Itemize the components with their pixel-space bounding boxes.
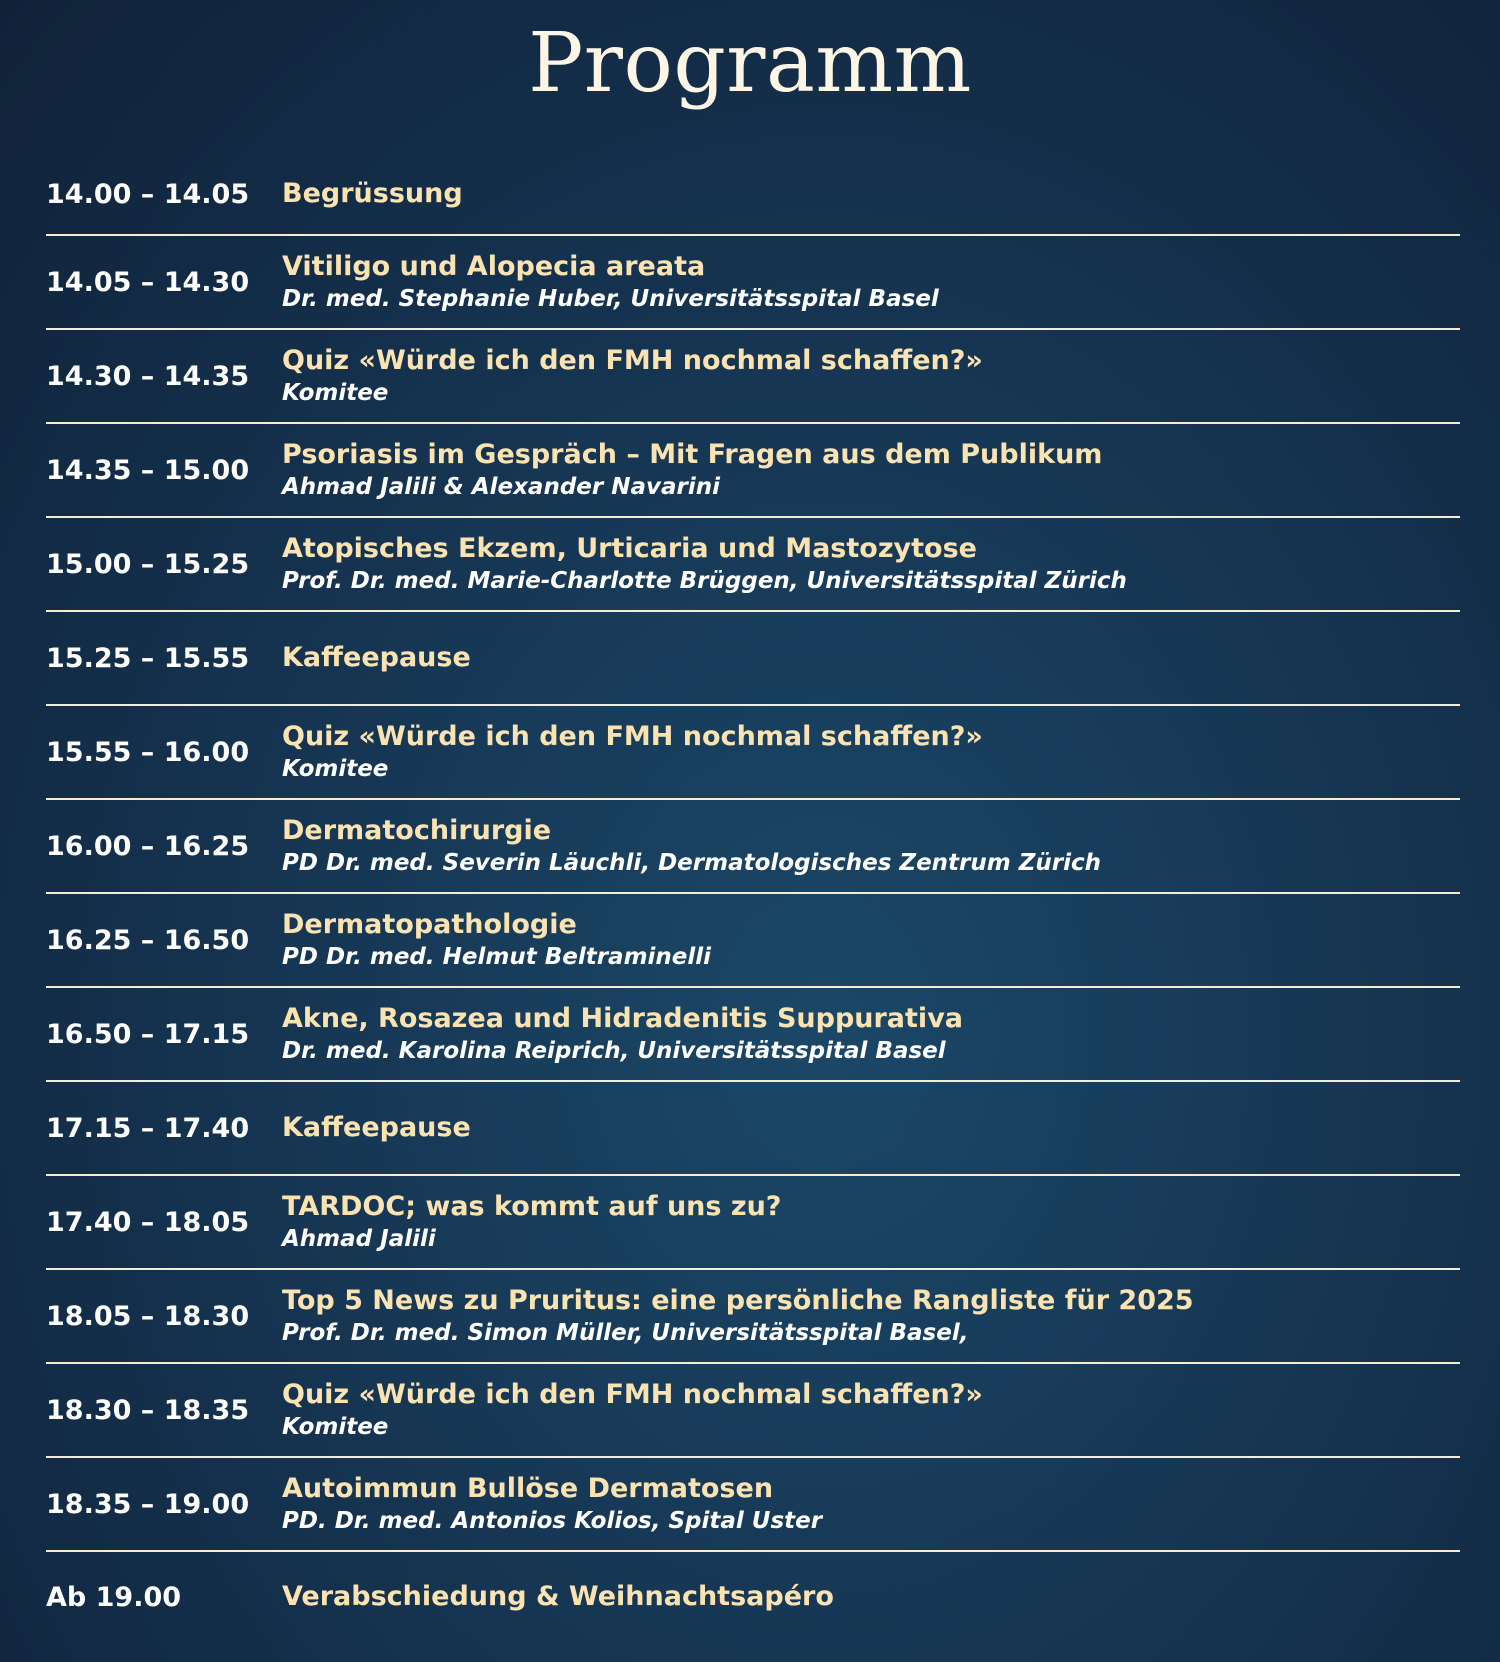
schedule-time: 15.25 – 15.55 xyxy=(46,642,250,674)
schedule-row xyxy=(46,236,1460,330)
page-title: Programm xyxy=(528,16,972,111)
schedule-speaker: PD Dr. med. Severin Läuchli, Dermatologisches Zentrum Zürich xyxy=(282,850,1102,876)
schedule-time: 18.35 – 19.00 xyxy=(46,1488,250,1520)
schedule-content xyxy=(282,1378,1460,1442)
schedule-content xyxy=(282,250,1460,314)
schedule-time: 17.15 – 17.40 xyxy=(46,1112,250,1144)
schedule-time: 15.00 – 15.25 xyxy=(46,548,250,580)
schedule-row xyxy=(46,706,1460,800)
schedule-content xyxy=(282,1190,1460,1254)
schedule-topic: Begrüssung xyxy=(282,178,463,209)
schedule-time: 18.30 – 18.35 xyxy=(46,1394,250,1426)
schedule-topic: Quiz «Würde ich den FMH nochmal schaffen?» xyxy=(282,721,983,752)
schedule-row xyxy=(46,1458,1460,1552)
schedule-speaker: Dr. med. Stephanie Huber, Universitätsspital Basel xyxy=(282,286,939,312)
schedule-speaker: PD. Dr. med. Antonios Kolios, Spital Uster xyxy=(282,1508,823,1534)
schedule-speaker: Prof. Dr. med. Marie-Charlotte Brüggen, Universitätsspital Zürich xyxy=(282,568,1127,594)
schedule-topic: Quiz «Würde ich den FMH nochmal schaffen?» xyxy=(282,345,983,376)
schedule-content xyxy=(282,438,1460,502)
schedule-topic: Atopisches Ekzem, Urticaria und Mastozytose xyxy=(282,533,977,564)
schedule-time: 14.00 – 14.05 xyxy=(46,178,250,210)
schedule-content xyxy=(282,344,1460,408)
schedule-row xyxy=(46,518,1460,612)
schedule-time: 17.40 – 18.05 xyxy=(46,1206,250,1238)
schedule-time: 14.35 – 15.00 xyxy=(46,454,250,486)
schedule-time: 14.30 – 14.35 xyxy=(46,360,250,392)
schedule-content xyxy=(282,532,1460,596)
schedule-row xyxy=(46,1176,1460,1270)
schedule-content xyxy=(282,1284,1460,1348)
schedule-topic: Quiz «Würde ich den FMH nochmal schaffen?» xyxy=(282,1379,983,1410)
schedule-row xyxy=(46,800,1460,894)
schedule-topic: Autoimmun Bullöse Dermatosen xyxy=(282,1473,774,1504)
schedule-content xyxy=(282,1002,1460,1066)
schedule-speaker: Komitee xyxy=(282,380,389,406)
schedule-topic: Dermatopathologie xyxy=(282,909,577,940)
schedule-row xyxy=(46,1082,1460,1176)
schedule-content xyxy=(282,1111,1460,1145)
schedule-speaker: Dr. med. Karolina Reiprich, Universitätsspital Basel xyxy=(282,1038,946,1064)
schedule-content xyxy=(282,641,1460,675)
schedule-time: 16.50 – 17.15 xyxy=(46,1018,250,1050)
schedule-row xyxy=(46,612,1460,706)
schedule-content xyxy=(282,1580,1460,1614)
schedule-row xyxy=(46,1364,1460,1458)
schedule-content xyxy=(282,1472,1460,1536)
schedule-topic: Psoriasis im Gespräch – Mit Fragen aus dem Publikum xyxy=(282,439,1103,470)
schedule-topic: Akne, Rosazea und Hidradenitis Suppurativa xyxy=(282,1003,964,1034)
schedule-topic: Kaffeepause xyxy=(282,1112,471,1143)
schedule-time: 16.25 – 16.50 xyxy=(46,924,250,956)
schedule-row xyxy=(46,424,1460,518)
schedule-speaker: Ahmad Jalili xyxy=(282,1226,436,1252)
schedule-row xyxy=(46,988,1460,1082)
schedule-time: 18.05 – 18.30 xyxy=(46,1300,250,1332)
schedule-speaker: PD Dr. med. Helmut Beltraminelli xyxy=(282,944,712,970)
schedule-content xyxy=(282,908,1460,972)
schedule-topic: TARDOC; was kommt auf uns zu? xyxy=(282,1191,782,1222)
schedule-speaker: Prof. Dr. med. Simon Müller, Universitätsspital Basel, xyxy=(282,1320,969,1346)
schedule-speaker: Ahmad Jalili & Alexander Navarini xyxy=(282,474,721,500)
schedule-row xyxy=(46,1270,1460,1364)
schedule-time: 16.00 – 16.25 xyxy=(46,830,250,862)
schedule-time: 14.05 – 14.30 xyxy=(46,266,250,298)
schedule-row xyxy=(46,1552,1460,1642)
schedule-content xyxy=(282,720,1460,784)
schedule-row xyxy=(46,154,1460,236)
schedule-row xyxy=(46,330,1460,424)
schedule-row xyxy=(46,894,1460,988)
schedule-speaker: Komitee xyxy=(282,756,389,782)
schedule-speaker: Komitee xyxy=(282,1414,389,1440)
schedule-time: 15.55 – 16.00 xyxy=(46,736,250,768)
schedule-topic: Verabschiedung & Weihnachtsapéro xyxy=(282,1581,834,1612)
schedule-content xyxy=(282,177,1460,211)
schedule-time: Ab 19.00 xyxy=(46,1581,182,1613)
schedule-topic: Kaffeepause xyxy=(282,642,471,673)
schedule-topic: Vitiligo und Alopecia areata xyxy=(282,251,706,282)
schedule-topic: Top 5 News zu Pruritus: eine persönliche Rangliste für 2025 xyxy=(282,1285,1194,1316)
schedule-table xyxy=(46,154,1460,1642)
schedule-topic: Dermatochirurgie xyxy=(282,815,552,846)
schedule-content xyxy=(282,814,1460,878)
